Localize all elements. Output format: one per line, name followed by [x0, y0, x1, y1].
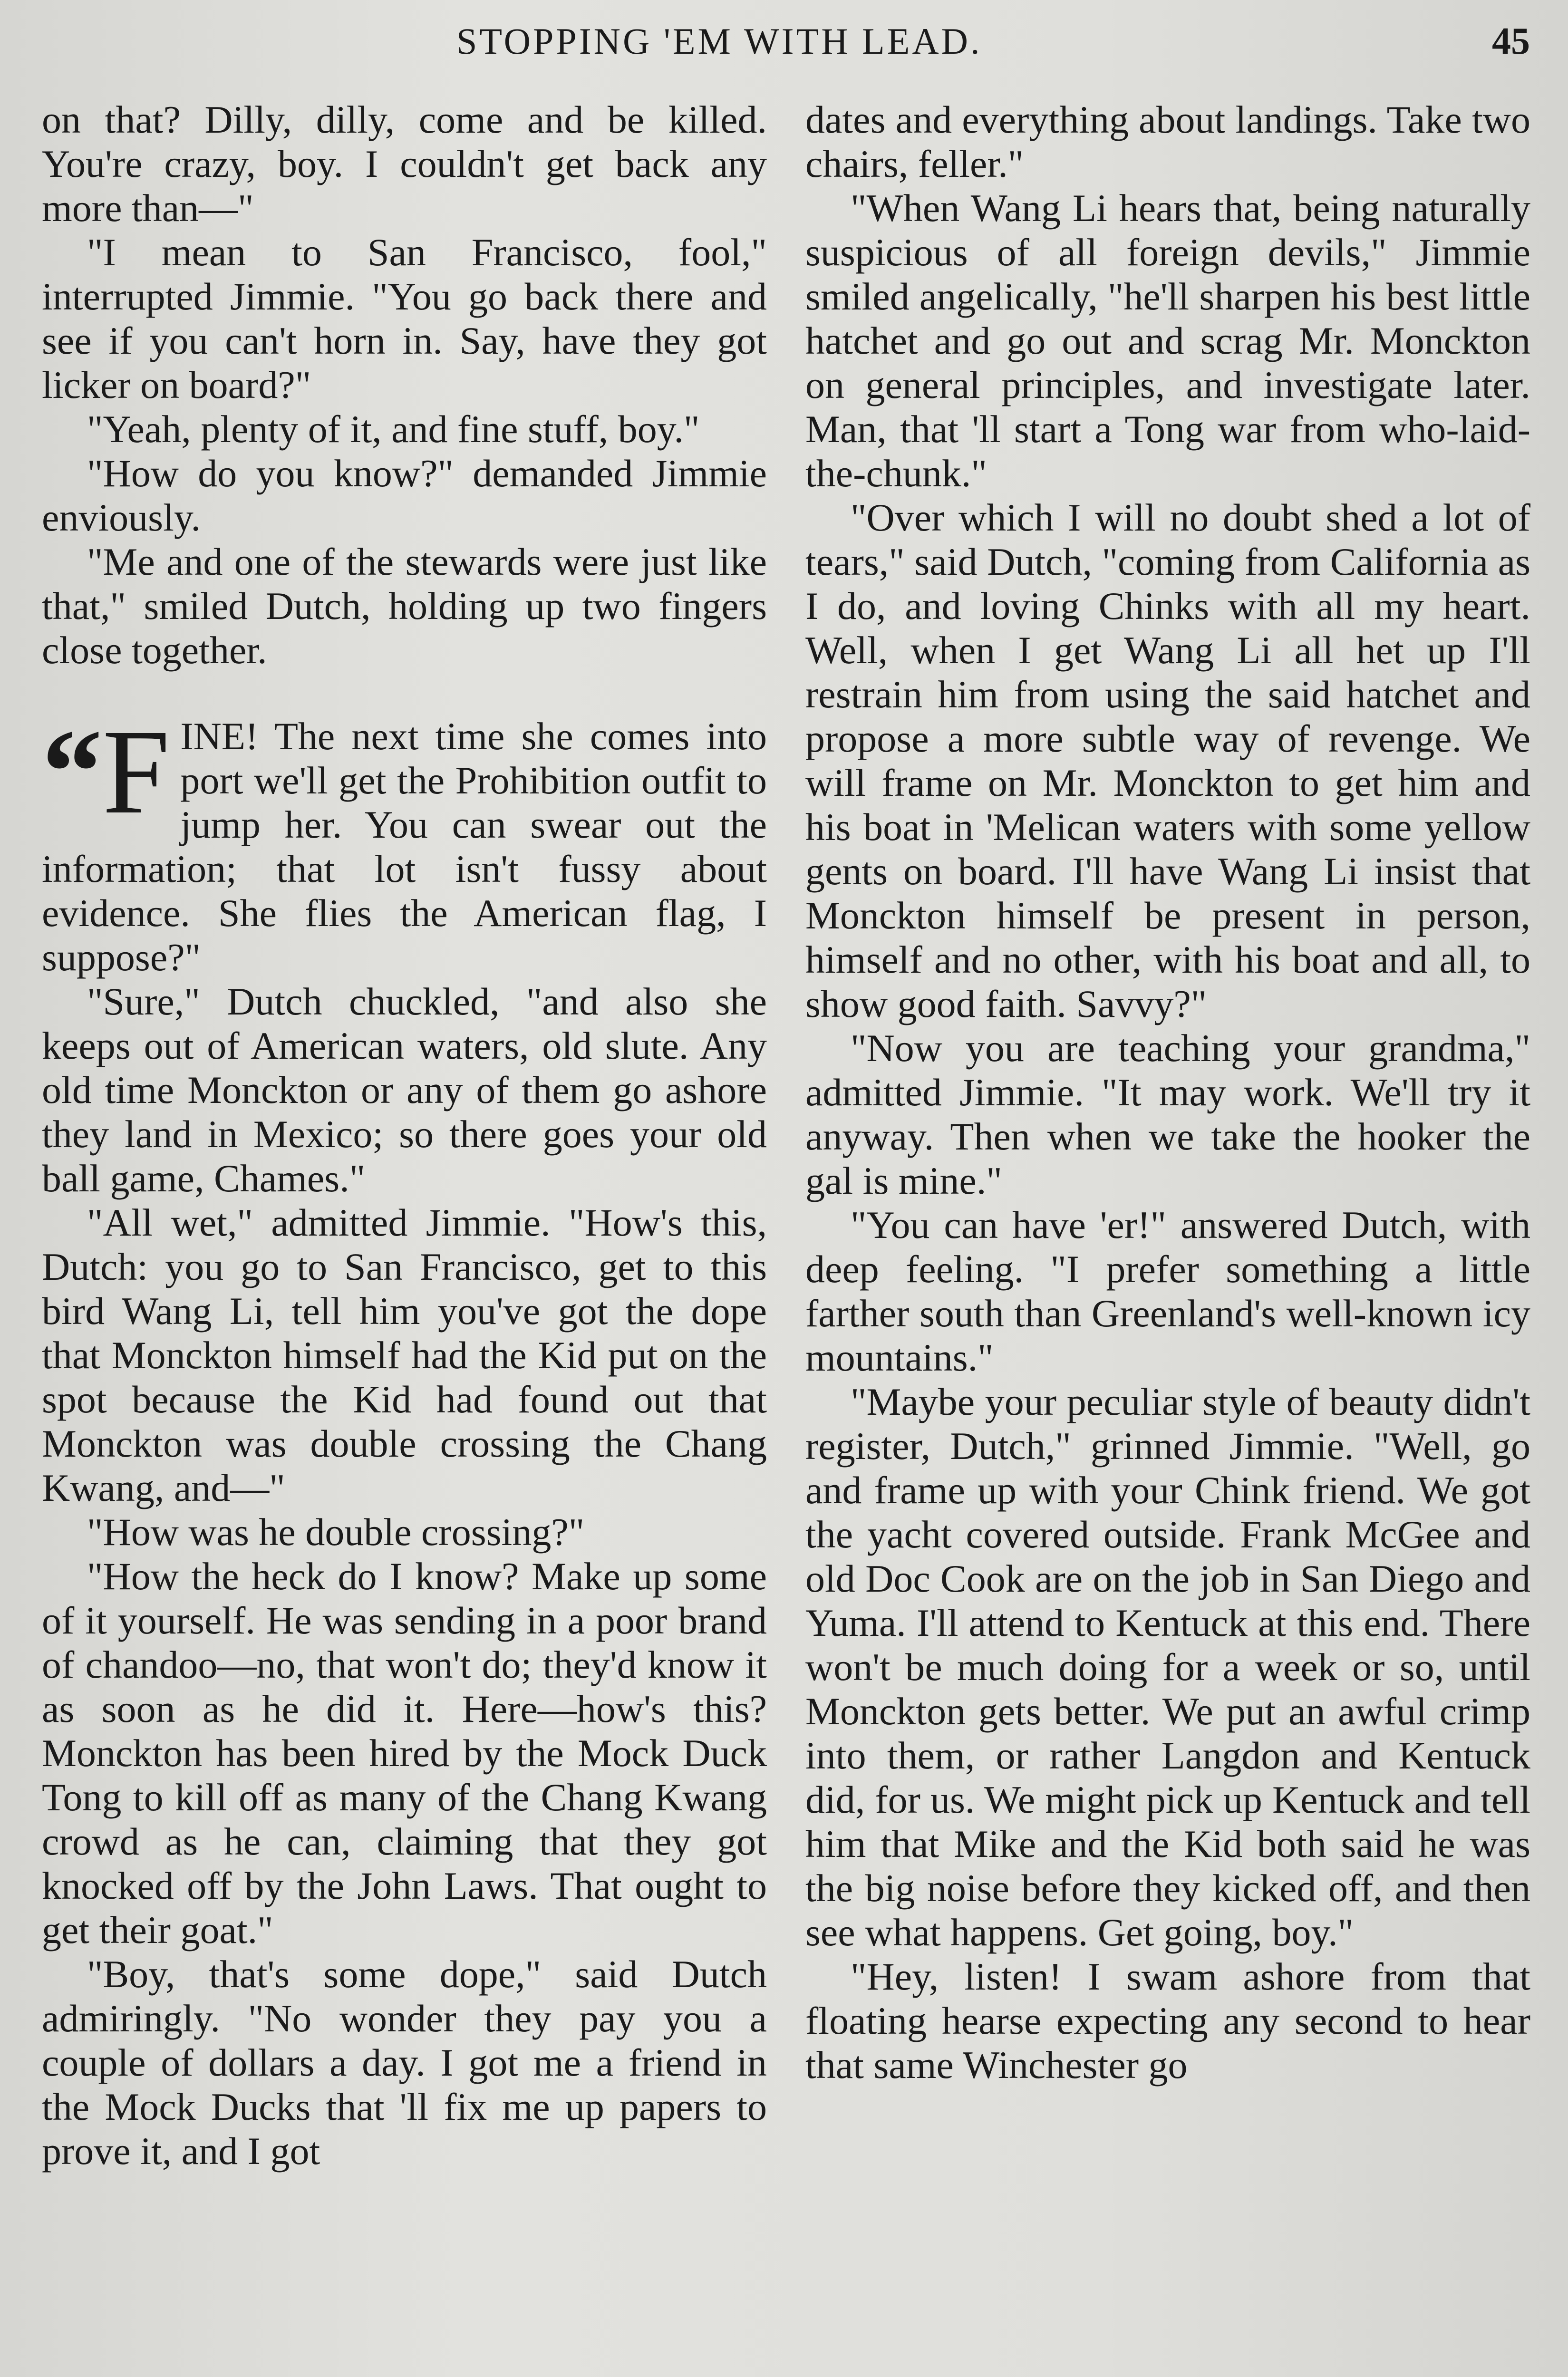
- paragraph: "Maybe your peculiar style of beauty didn't register, Dutch," grinned Jimmie. "Well, go and frame up with your Chink friend. We got the yacht covered outside. Frank McGee and old Doc Cook are on the job in San Diego and Yuma. I'll attend to Kentuck at this end. There won't be much doing for a week or so, until Monckton gets better. We put an awful crimp into them, or rather Langdon and Kentuck did, for us. We might pick up Kentuck and tell him that Mike and the Kid both said he was the big noise before they kicked off, and then see what happens. Get going, boy.": [805, 1380, 1530, 1954]
- drop-cap-quote: “: [42, 705, 103, 839]
- drop-cap-letter: F: [102, 705, 170, 839]
- paragraph: "Me and one of the stewards were just like that," smiled Dutch, holding up two fingers close together.: [42, 540, 767, 672]
- page-header: [0, 14, 1568, 71]
- paragraph: "I mean to San Francisco, fool," interrupted Jimmie. "You go back there and see if you can't horn in. Say, have they got licker on board?": [42, 231, 767, 406]
- paragraph: "How do you know?" demanded Jimmie enviously.: [42, 452, 767, 539]
- paragraph: "Hey, listen! I swam ashore from that floating hearse expecting any second to hear that same Winchester go: [805, 1955, 1530, 2087]
- drop-cap: [42, 705, 170, 839]
- paragraph: on that? Dilly, dilly, come and be killed. You're crazy, boy. I couldn't get back any more than—": [42, 98, 767, 230]
- paragraph: "Yeah, plenty of it, and fine stuff, boy.": [87, 407, 700, 451]
- running-head: STOPPING 'EM WITH LEAD.: [456, 20, 982, 62]
- left-column: [42, 97, 767, 2173]
- paragraph: "Now you are teaching your grandma," admitted Jimmie. "It may work. We'll try it anyway. Then when we take the hooker the gal is mine.": [805, 1026, 1530, 1202]
- paragraph: "How the heck do I know? Make up some of it yourself. He was sending in a poor brand of chandoo—no, that won't do; they'd know it as soon as he did it. Here—how's this? Monckton has been hired by the Mock Duck Tong to kill off as many of the Chang Kwang crowd as he can, claiming that they got knocked off by the John Laws. That ought to get their goat.": [42, 1555, 767, 1952]
- paragraph: "Boy, that's some dope," said Dutch admiringly. "No wonder they pay you a couple of dollars a day. I got me a friend in the Mock Ducks that 'll fix me up papers to prove it, and I got: [42, 1952, 767, 2173]
- section-opening-paragraph: [42, 705, 767, 979]
- paragraph: "Over which I will no doubt shed a lot of tears," said Dutch, "coming from California as I do, and loving Chinks with all my heart. Well, when I get Wang Li all het up I'll restrain him from using the said hatchet and propose a more subtle way of revenge. We will frame on Mr. Monckton to get him and his boat in 'Melican waters with some yellow gents on board. I'll have Wang Li insist that Monckton himself be present in person, himself and no other, with his boat and all, to show good faith. Savvy?": [805, 496, 1530, 1025]
- paragraph: dates and everything about landings. Take two chairs, feller.": [805, 98, 1530, 185]
- page-number: 45: [1492, 20, 1530, 62]
- paragraph: "How was he double crossing?": [87, 1510, 585, 1554]
- right-column: [805, 97, 1530, 2087]
- paragraph: "Sure," Dutch chuckled, "and also she keeps out of American waters, old slute. Any old time Monckton or any of them go ashore they land in Mexico; so there goes your old ball game, Chames.": [42, 980, 767, 1200]
- paragraph: "All wet," admitted Jimmie. "How's this, Dutch: you go to San Francisco, get to this bird Wang Li, tell him you've got the dope that Monckton himself had the Kid put on the spot because the Kid had found out that Monckton was double crossing the Chang Kwang, and—": [42, 1201, 767, 1509]
- paragraph: "You can have 'er!" answered Dutch, with deep feeling. "I prefer something a little farther south than Greenland's well-known icy mountains.": [805, 1203, 1530, 1379]
- paragraph: "When Wang Li hears that, being naturally suspicious of all foreign devils," Jimmie smiled angelically, "he'll sharpen his best little hatchet and go out and scrag Mr. Monckton on general principles, and investigate later. Man, that 'll start a Tong war from who-laid-the-chunk.": [805, 186, 1530, 495]
- section-opening-text: INE! The next time she comes into port we'll get the Prohibition outfit to jump her. You can swear out the information; that lot isn't fussy about evidence. She flies the American flag, I suppose?": [42, 715, 767, 979]
